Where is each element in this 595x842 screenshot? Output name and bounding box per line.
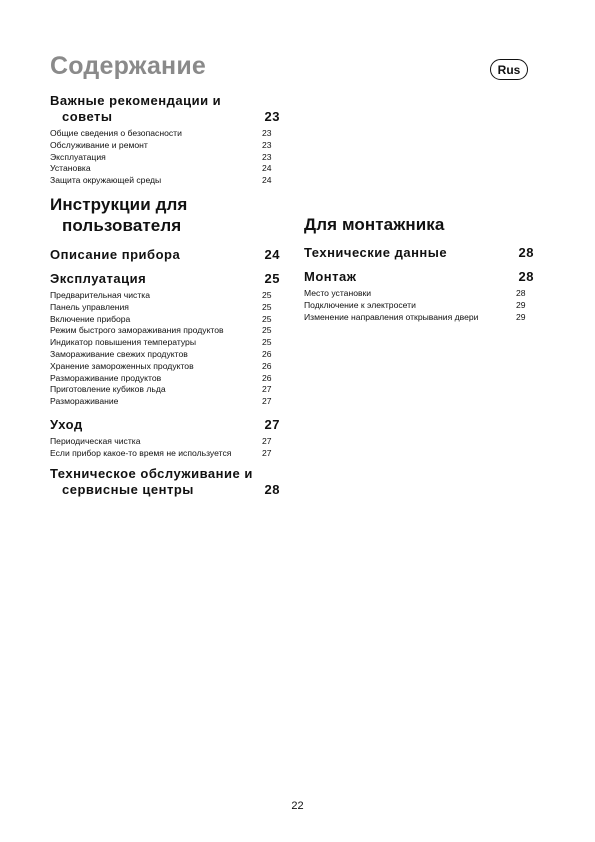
- section-important-title-line1: Важные рекомендации и: [50, 93, 222, 108]
- toc-entry[interactable]: [50, 436, 280, 448]
- toc-entry-page: 26: [262, 372, 272, 383]
- toc-entry-page: 23: [262, 139, 272, 150]
- toc-entry-page: 27: [262, 447, 272, 458]
- toc-entry-label: Приготовление кубиков льда: [50, 384, 166, 395]
- toc-entry-page: 27: [262, 436, 272, 446]
- toc-entry-label: Эксплуатация: [50, 151, 106, 162]
- section-operation-list: [50, 290, 280, 408]
- toc-entry[interactable]: [50, 314, 280, 326]
- toc-entry[interactable]: [50, 128, 280, 140]
- toc-entry-label: Размораживание продуктов: [50, 372, 162, 383]
- section-description-label: Описание прибора: [50, 247, 181, 262]
- section-operation-title[interactable]: [50, 271, 280, 287]
- section-tech-data-label: Технические данные: [304, 245, 448, 260]
- user-instructions-title-line2: пользователя: [62, 216, 182, 235]
- toc-entry[interactable]: [50, 448, 280, 460]
- section-important-title-row2[interactable]: [50, 109, 280, 125]
- toc-entry-label: Предварительная чистка: [50, 290, 151, 300]
- toc-entry-page: 29: [516, 311, 526, 322]
- toc-entry-page: 25: [262, 301, 272, 312]
- toc-entry-label: Замораживание свежих продуктов: [50, 348, 188, 359]
- section-installation-title[interactable]: [304, 269, 534, 285]
- toc-entry-page: 23: [262, 151, 272, 162]
- toc-entry[interactable]: [50, 361, 280, 373]
- toc-entry[interactable]: [50, 325, 280, 337]
- installer-heading: [304, 214, 534, 235]
- toc-entry-page: 24: [262, 163, 272, 174]
- toc-entry-label: Установка: [50, 163, 91, 174]
- installer-title: Для монтажника: [304, 215, 445, 234]
- toc-entry-label: Периодическая чистка: [50, 436, 141, 446]
- toc-entry[interactable]: [50, 337, 280, 349]
- toc-entry-page: 26: [262, 348, 272, 359]
- section-service-title-line1: Техническое обслуживание и: [50, 466, 253, 481]
- toc-entry-label: Изменение направления открывания двери: [304, 311, 479, 322]
- section-important-title-line2: советы: [62, 109, 113, 124]
- toc-entry-label: Общие сведения о безопасности: [50, 128, 182, 138]
- section-operation-label: Эксплуатация: [50, 271, 147, 286]
- toc-entry-label: Если прибор какое-то время не используется: [50, 447, 232, 458]
- toc-entry[interactable]: [50, 163, 280, 175]
- toc-entry[interactable]: [50, 152, 280, 164]
- toc-entry-label: Индикатор повышения температуры: [50, 337, 197, 348]
- section-care: [50, 417, 280, 460]
- section-installation-label: Монтаж: [304, 269, 357, 284]
- toc-entry-page: 28: [516, 288, 526, 298]
- section-care-page: 27: [264, 417, 280, 432]
- section-service: [50, 466, 280, 498]
- toc-entry-label: Включение прибора: [50, 313, 131, 324]
- toc-entry-label: Подключение к электросети: [304, 299, 416, 310]
- section-important-list: [50, 128, 280, 187]
- toc-entry[interactable]: [50, 384, 280, 396]
- section-service-title-line2: сервисные центры: [62, 482, 194, 497]
- toc-entry-page: 27: [262, 384, 272, 395]
- toc-entry-page: 25: [262, 313, 272, 324]
- toc-entry[interactable]: [50, 373, 280, 385]
- toc-entry-page: 27: [262, 396, 272, 407]
- toc-entry[interactable]: [304, 312, 534, 324]
- toc-entry-label: Защита окружающей среды: [50, 175, 162, 186]
- toc-entry[interactable]: [50, 140, 280, 152]
- section-tech-data-title[interactable]: [304, 245, 534, 261]
- toc-entry[interactable]: [50, 290, 280, 302]
- section-important: [50, 93, 280, 187]
- toc-entry-page: 25: [262, 337, 272, 348]
- section-installation-page: 28: [518, 269, 534, 284]
- toc-entry[interactable]: [50, 175, 280, 187]
- toc-entry-page: 29: [516, 299, 526, 310]
- section-service-title[interactable]: [50, 466, 280, 482]
- section-important-page: 23: [264, 109, 280, 124]
- toc-entry[interactable]: [304, 300, 534, 312]
- language-badge: Rus: [490, 59, 528, 80]
- toc-entry[interactable]: [50, 396, 280, 408]
- section-installation: [304, 269, 534, 323]
- toc-entry-page: 26: [262, 360, 272, 371]
- toc-entry-label: Хранение замороженных продуктов: [50, 360, 194, 371]
- section-tech-data: [304, 245, 534, 261]
- user-instructions-heading: [50, 194, 280, 236]
- toc-entry[interactable]: [304, 288, 534, 300]
- section-care-title[interactable]: [50, 417, 280, 433]
- toc-entry-label: Режим быстрого замораживания продуктов: [50, 325, 224, 336]
- section-installation-list: [304, 288, 534, 323]
- toc-entry-page: 23: [262, 128, 272, 138]
- page-number: 22: [291, 800, 304, 812]
- toc-entry-page: 25: [262, 290, 272, 300]
- section-operation: [50, 271, 280, 408]
- toc-entry-label: Место установки: [304, 288, 372, 298]
- section-important-title[interactable]: [50, 93, 280, 109]
- section-operation-page: 25: [264, 271, 280, 286]
- section-tech-data-page: 28: [518, 245, 534, 260]
- section-care-list: [50, 436, 280, 460]
- page-title: Содержание: [50, 52, 207, 80]
- toc-entry-label: Размораживание: [50, 396, 119, 407]
- section-care-label: Уход: [50, 417, 83, 432]
- section-service-page: 28: [264, 482, 280, 497]
- toc-entry[interactable]: [50, 349, 280, 361]
- user-instructions-title-line1: Инструкции для: [50, 195, 188, 214]
- section-service-title-row2[interactable]: [50, 482, 280, 498]
- section-description-page: 24: [264, 247, 280, 262]
- toc-entry-page: 24: [262, 175, 272, 186]
- toc-entry-label: Обслуживание и ремонт: [50, 139, 148, 150]
- toc-entry-page: 25: [262, 325, 272, 336]
- section-description: [50, 247, 280, 263]
- section-description-title[interactable]: [50, 247, 280, 263]
- toc-entry-label: Панель управления: [50, 301, 129, 312]
- toc-entry[interactable]: [50, 302, 280, 314]
